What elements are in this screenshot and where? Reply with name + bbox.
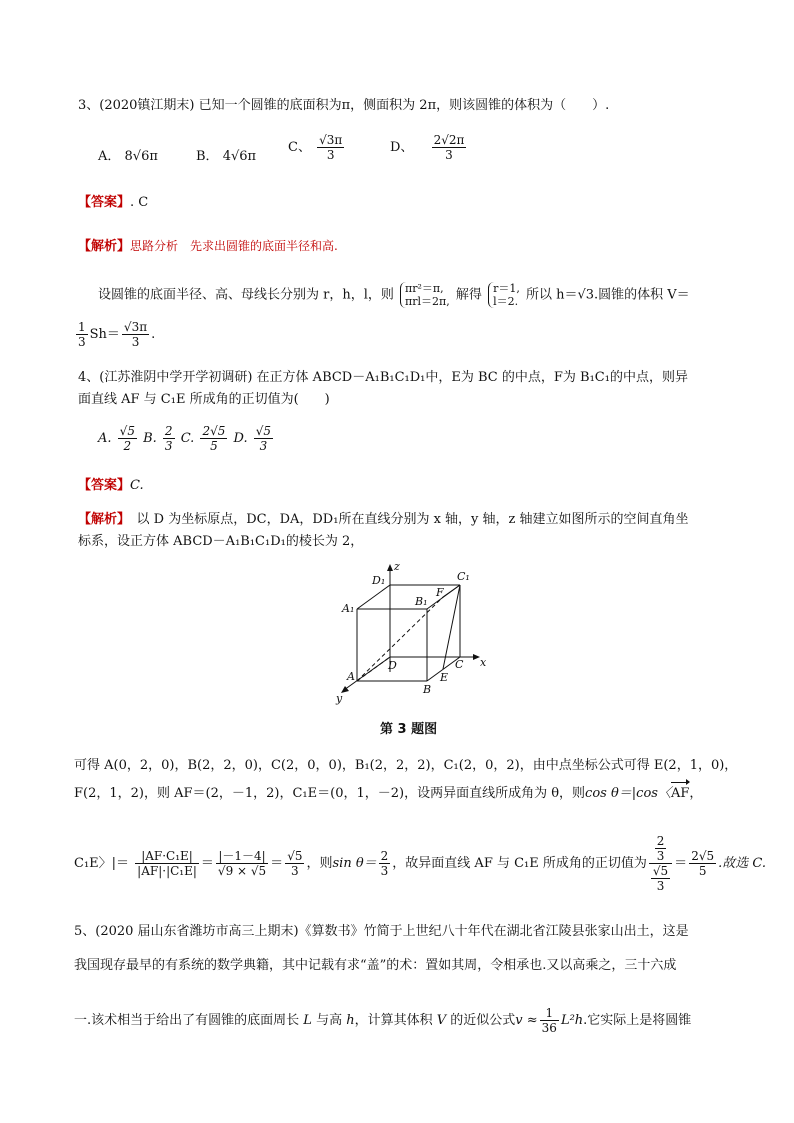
label-z: z	[394, 560, 400, 573]
segment-C1E	[443, 585, 460, 669]
q4-ana5-f3-num: √5	[287, 849, 303, 863]
x-axis-arrow	[473, 654, 480, 660]
q3-analysis-tag: 【解析】	[78, 239, 131, 254]
q3-option-c-fraction	[317, 133, 344, 162]
q4-analysis-line5	[74, 834, 766, 893]
q4-option-d-num: √5	[255, 424, 272, 438]
q4-ana5-eq1: ＝	[200, 856, 214, 871]
q5-l3-a: 一.该术相当于给出了有圆锥的底面周长	[74, 1013, 300, 1028]
label-C1: C₁	[457, 570, 470, 583]
q4-ana5-f1-den: |AF|·|C₁E|	[137, 864, 197, 878]
q4-option-a-fraction	[118, 424, 137, 453]
q4-ana5-f4-num: 2	[380, 849, 389, 863]
q3-option-d-fraction	[432, 133, 467, 162]
q4-ana5-cb-den: 3	[651, 878, 670, 893]
q3-system-2-top: r＝1,	[493, 282, 520, 295]
q3-option-d-den: 3	[432, 147, 467, 162]
label-B1: B₁	[415, 595, 428, 608]
label-F: F	[436, 586, 444, 599]
q4-ana5-ct-den: 3	[656, 849, 665, 863]
q4-option-a-den: 2	[118, 438, 137, 453]
q3-sol-fraction-one-third	[76, 320, 88, 349]
q3-sol-end: .	[151, 327, 156, 342]
q5-line3	[74, 1006, 691, 1035]
q3-answer	[78, 193, 148, 213]
q3-option-a-label: A．	[98, 149, 121, 164]
q4-option-d-label: D.	[233, 431, 248, 446]
q3-system-1	[400, 282, 450, 308]
q4-answer-value: C.	[130, 478, 144, 493]
q5-line1: 5、(2020 届山东省潍坊市高三上期末)《算数书》竹简于上世纪八十年代在湖北省江陵县张家山出土，这是	[74, 924, 689, 939]
q4-ana5-ct-num: 2	[656, 834, 665, 848]
q5-l3-h: h	[346, 1013, 355, 1028]
q4-ana5-f4-den: 3	[380, 864, 389, 878]
q3-option-b-label: B．	[196, 149, 219, 164]
q3-solution-line1	[98, 282, 690, 308]
q4-ana5-text: ，故异面直线 AF 与 C₁E 所成角的正切值为	[392, 856, 647, 871]
q5-l3-approx: v ≈	[515, 1013, 538, 1028]
q4-ana5-cb-num: √5	[652, 864, 669, 878]
q4-ana5-f1-num: |AF·C₁E|	[141, 849, 193, 863]
q4-option-b-den: 3	[164, 439, 173, 453]
q4-options	[98, 424, 275, 453]
q3-analysis-header	[78, 236, 338, 257]
q3-option-c-num: √3π	[319, 133, 343, 147]
q5-l3-e: ，计算其体积	[354, 1013, 433, 1028]
q3-solution-line2	[74, 320, 155, 349]
q4-option-c-num: 2√5	[202, 424, 226, 438]
q5-l3-num: 1	[545, 1006, 554, 1020]
q4-ana5-frac-vectors	[135, 849, 199, 878]
q4-ana5-f5-num: 2√5	[691, 849, 715, 863]
q4-ana4-cos: cos θ＝|cos〈	[585, 786, 671, 801]
label-B: B	[423, 683, 432, 696]
q5-l3-den: 36	[541, 1021, 557, 1035]
q5-l3-formula: L²h	[560, 1013, 584, 1028]
q4-analysis-line1	[78, 510, 689, 530]
q3-option-a-value: 8√6π	[124, 149, 158, 164]
q4-analysis-tag: 【解析】	[78, 512, 124, 527]
q4-ana5-frac-cos	[285, 849, 304, 878]
q5-l3-g: 的近似公式	[450, 1013, 516, 1028]
q5-l3-L: L	[303, 1013, 312, 1028]
q4-ana5-eq3: ＝	[674, 856, 688, 871]
edge-A1D1	[357, 585, 390, 609]
q4-option-c-label: C.	[180, 431, 195, 446]
q4-option-c-den: 5	[200, 438, 227, 453]
q3-sol-frac-a-num: 1	[78, 320, 86, 334]
q4-ana5-compound-bottom	[649, 863, 672, 893]
q4-option-a-num: √5	[119, 424, 135, 438]
q4-vector-af: AF	[671, 784, 689, 804]
label-y: y	[336, 692, 343, 705]
q4-analysis-text1: 以 D 为坐标原点，DC，DA，DD₁所在直线分别为 x 轴，y 轴，z 轴建立如图所示的空间直角坐	[123, 512, 689, 527]
q3-sol-frac-c-den: 3	[122, 334, 149, 349]
q3-option-d-num: 2√2π	[433, 133, 465, 147]
q4-option-d-fraction	[254, 424, 273, 453]
q3-answer-tag: 【答案】	[78, 195, 131, 210]
q4-analysis-line4	[74, 784, 702, 804]
z-axis-arrow	[387, 564, 393, 571]
q4-ana5-frac-sin	[379, 849, 391, 878]
q5-line2: 我国现存最早的有系统的数学典籍，其中记载有求“盖”的术：置如其周，令相承也.又以高乘之，三十六成	[74, 958, 677, 973]
q5-l3-V: V	[436, 1013, 447, 1028]
label-x: x	[480, 656, 487, 669]
q4-ana4-comma: ，	[689, 786, 703, 801]
q4-stem-line1: 4、(江苏淮阴中学开学初调研) 在正方体 ABCD－A₁B₁C₁D₁中，E为 BC 的中点，F为 B₁C₁的中点，则异	[78, 370, 688, 385]
q4-ana5-then: ，则	[306, 856, 333, 871]
label-D: D	[388, 659, 397, 672]
q4-option-b-num: 2	[164, 424, 173, 438]
q3-option-c-den: 3	[317, 147, 344, 162]
q4-answer	[78, 476, 144, 496]
q3-sol-text-a: 设圆锥的底面半径、高、母线长分别为 r，h，l，则	[98, 287, 394, 303]
q3-option-c-label: C、	[288, 140, 311, 155]
q4-ana5-f5-den: 5	[689, 863, 716, 878]
q3-option-d	[390, 133, 468, 162]
q4-option-b-fraction	[163, 424, 175, 453]
q3-system-1-bottom: πrl＝2π,	[405, 295, 450, 308]
q4-analysis-line3: 可得 A(0，2，0)，B(2，2，0)，C(2，0，0)，B₁(2，2，2)，C₁(2，0，2)，由中点坐标公式可得 E(2，1，0)，	[74, 758, 738, 773]
q4-ana5-choose: .故选 C.	[718, 856, 766, 871]
q4-ana5-eq2: ＝	[270, 856, 284, 871]
q3-sol-text-b: 解得	[455, 287, 482, 303]
q3-system-1-top: πr²＝π,	[405, 282, 444, 295]
q4-ana5-sin: sin θ＝	[332, 856, 377, 871]
q3-sol-frac-a-den: 3	[78, 335, 86, 349]
label-D1: D₁	[372, 574, 386, 587]
q4-option-d-den: 3	[254, 438, 273, 453]
q3-option-a	[98, 145, 158, 164]
q4-option-b-label: B.	[143, 431, 157, 446]
q3-sol-text-c: 所以 h＝√3.圆锥的体积 V＝	[525, 287, 690, 303]
q4-option-a-label: A.	[98, 431, 112, 446]
q5-l3-fraction	[540, 1006, 559, 1035]
q4-ana5-frac-tan	[689, 849, 716, 878]
q5-l3-j: .它实际上是将圆锥	[583, 1013, 692, 1028]
label-E: E	[440, 671, 449, 684]
q3-system-2	[488, 282, 520, 308]
q4-analysis-line2: 标系，设正方体 ABCD－A₁B₁C₁D₁的棱长为 2，	[78, 534, 364, 549]
q3-sol-frac-c-num: √3π	[123, 320, 148, 334]
q4-ana5-f3-den: 3	[285, 863, 304, 878]
q3-answer-value: . C	[130, 195, 149, 210]
q3-option-c	[288, 133, 346, 162]
label-A: A	[347, 670, 355, 683]
q4-ana5-frac-values	[216, 849, 268, 878]
q3-stem: 3、(2020镇江期末) 已知一个圆锥的底面积为π，侧面积为 2π，则该圆锥的体积为（ ）.	[78, 98, 610, 113]
q3-option-b-value: 4√6π	[222, 149, 257, 164]
q4-ana5-lead: C₁E〉|＝	[74, 856, 130, 871]
label-C: C	[455, 658, 464, 671]
q4-ana5-f2-den: √9 × √5	[217, 864, 267, 878]
q3-option-b	[196, 145, 256, 164]
q4-option-c-fraction	[200, 424, 227, 453]
q3-sol-fraction-result	[122, 320, 149, 349]
q3-sol-text-sh: Sh＝	[89, 327, 120, 342]
q4-ana4-text: F(2，1，2)，则 AF＝(2，－1，2)，C₁E＝(0，1，－2)，设两异面直线所成角为 θ，则	[74, 786, 586, 801]
label-A1: A₁	[342, 602, 355, 615]
q3-system-2-bottom: l＝2.	[493, 295, 519, 308]
q4-answer-tag: 【答案】	[78, 478, 131, 493]
q3-option-d-label: D、	[390, 140, 414, 155]
q5-l3-c: 与高	[316, 1013, 343, 1028]
segment-AF	[357, 597, 443, 681]
q4-ana5-compound-top	[649, 834, 672, 863]
cube-figure	[330, 560, 500, 708]
q3-analysis-hint: 思路分析 先求出圆锥的底面半径和高.	[130, 239, 338, 253]
q4-stem-line2: 面直线 AF 与 C₁E 所成角的正切值为( )	[78, 392, 330, 407]
q4-ana5-compound-fraction	[649, 834, 672, 893]
q4-ana5-f2-num: |－1－4|	[218, 849, 266, 863]
figure-caption: 第 3 题图	[380, 722, 438, 737]
